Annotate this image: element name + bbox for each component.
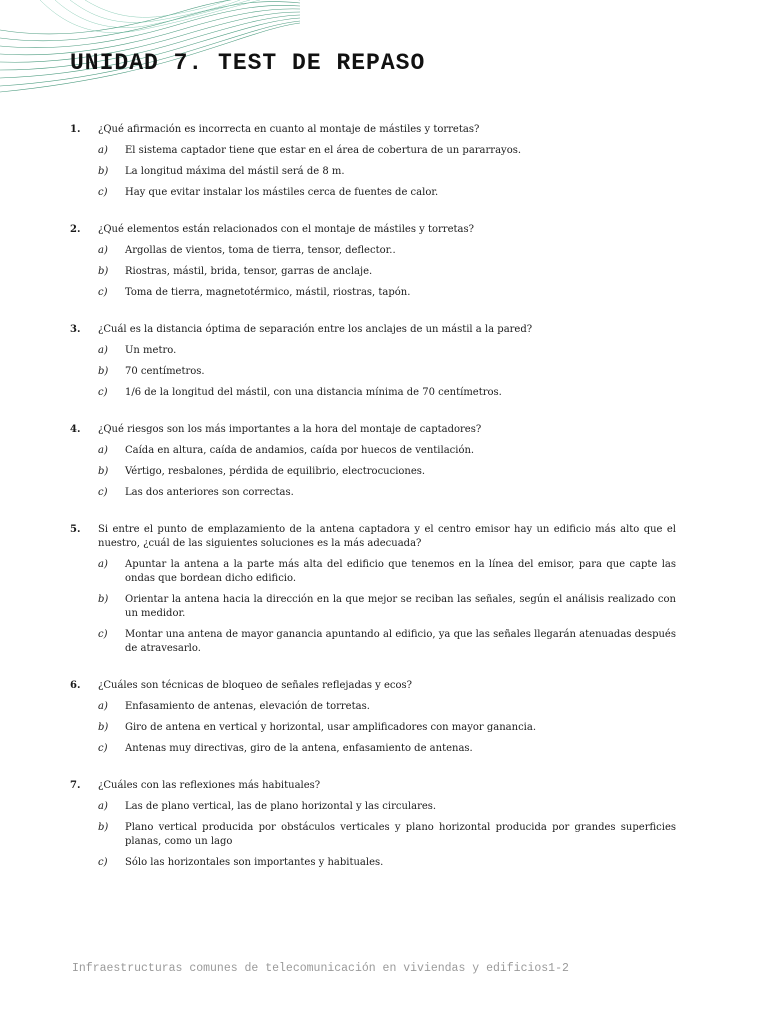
question xyxy=(70,123,676,200)
option-text: Vértigo, resbalones, pérdida de equilibrio, electrocuciones. xyxy=(125,466,426,477)
question xyxy=(70,323,676,400)
option-letter: a) xyxy=(98,445,108,456)
question-line xyxy=(70,779,676,793)
option-letter: b) xyxy=(98,722,109,733)
option-letter: b) xyxy=(98,822,109,833)
option-letter: a) xyxy=(98,701,108,712)
page-footer: Infraestructuras comunes de telecomunicación en viviendas y edificios1-2 xyxy=(72,962,569,975)
option-text: Hay que evitar instalar los mástiles cerca de fuentes de calor. xyxy=(125,187,439,198)
question-text: ¿Qué riesgos son los más importantes a la hora del montaje de captadores? xyxy=(98,424,482,435)
option-text: Sólo las horizontales son importantes y habituales. xyxy=(125,857,384,868)
question-text: ¿Cuáles son técnicas de bloqueo de señales reflejadas y ecos? xyxy=(98,680,412,691)
option-item xyxy=(70,628,676,656)
option-text: Toma de tierra, magnetotérmico, mástil, riostras, tapón. xyxy=(125,287,411,298)
question-list xyxy=(70,123,676,893)
option-item xyxy=(70,856,676,870)
option-text: Un metro. xyxy=(125,345,177,356)
option-list xyxy=(70,144,676,200)
option-letter: b) xyxy=(98,594,109,605)
question-line xyxy=(70,679,676,693)
question xyxy=(70,523,676,656)
option-item xyxy=(70,593,676,621)
option-text: 70 centímetros. xyxy=(125,366,205,377)
option-item xyxy=(70,365,676,379)
option-item xyxy=(70,742,676,756)
option-text: Plano vertical producida por obstáculos verticales y plano horizontal producida por grandes superficies planas, como un lago xyxy=(125,822,676,847)
option-letter: c) xyxy=(98,187,108,198)
option-letter: b) xyxy=(98,166,109,177)
option-item xyxy=(70,486,676,500)
option-text: Antenas muy directivas, giro de la antena, enfasamiento de antenas. xyxy=(125,743,473,754)
question-number: 3. xyxy=(70,324,81,335)
question-line xyxy=(70,223,676,237)
option-letter: c) xyxy=(98,487,108,498)
option-text: Las dos anteriores son correctas. xyxy=(125,487,294,498)
option-letter: c) xyxy=(98,743,108,754)
option-list xyxy=(70,444,676,500)
option-text: 1/6 de la longitud del mástil, con una distancia mínima de 70 centímetros. xyxy=(125,387,502,398)
question xyxy=(70,779,676,870)
question-line xyxy=(70,423,676,437)
option-item xyxy=(70,721,676,735)
option-letter: c) xyxy=(98,387,108,398)
question-line xyxy=(70,323,676,337)
option-item xyxy=(70,444,676,458)
question-number: 2. xyxy=(70,224,81,235)
question-number: 1. xyxy=(70,124,81,135)
question-number: 5. xyxy=(70,524,81,535)
option-list xyxy=(70,244,676,300)
option-text: Giro de antena en vertical y horizontal, usar amplificadores con mayor ganancia. xyxy=(125,722,537,733)
option-list xyxy=(70,558,676,656)
option-item xyxy=(70,800,676,814)
option-letter: c) xyxy=(98,629,108,640)
option-letter: b) xyxy=(98,466,109,477)
option-letter: c) xyxy=(98,857,108,868)
option-item xyxy=(70,265,676,279)
question-text: ¿Cuáles con las reflexiones más habituales? xyxy=(98,780,321,791)
option-text: Caída en altura, caída de andamios, caída por huecos de ventilación. xyxy=(125,445,475,456)
option-letter: b) xyxy=(98,266,109,277)
option-list xyxy=(70,344,676,400)
question-number: 7. xyxy=(70,780,81,791)
question xyxy=(70,679,676,756)
option-letter: a) xyxy=(98,145,108,156)
option-list xyxy=(70,700,676,756)
option-text: Las de plano vertical, las de plano horizontal y las circulares. xyxy=(125,801,437,812)
option-text: La longitud máxima del mástil será de 8 m. xyxy=(125,166,345,177)
option-list xyxy=(70,800,676,870)
option-letter: a) xyxy=(98,345,108,356)
option-letter: c) xyxy=(98,287,108,298)
question-line xyxy=(70,523,676,551)
wave-decoration xyxy=(0,0,300,95)
option-text: Riostras, mástil, brida, tensor, garras de anclaje. xyxy=(125,266,373,277)
option-item xyxy=(70,244,676,258)
question-text: Si entre el punto de emplazamiento de la antena captadora y el centro emisor hay un edificio más alto que el nuestro, ¿cuál de las siguientes soluciones es la más adecuada? xyxy=(98,524,676,549)
option-text: Enfasamiento de antenas, elevación de torretas. xyxy=(125,701,370,712)
question-number: 4. xyxy=(70,424,81,435)
option-letter: a) xyxy=(98,245,108,256)
question-line xyxy=(70,123,676,137)
question-text: ¿Qué elementos están relacionados con el montaje de mástiles y torretas? xyxy=(98,224,474,235)
option-item xyxy=(70,386,676,400)
option-letter: a) xyxy=(98,559,108,570)
option-letter: a) xyxy=(98,801,108,812)
option-letter: b) xyxy=(98,366,109,377)
option-item xyxy=(70,821,676,849)
option-item xyxy=(70,465,676,479)
option-text: El sistema captador tiene que estar en el área de cobertura de un pararrayos. xyxy=(125,145,522,156)
question xyxy=(70,223,676,300)
question-text: ¿Qué afirmación es incorrecta en cuanto al montaje de mástiles y torretas? xyxy=(98,124,480,135)
option-item xyxy=(70,700,676,714)
option-text: Montar una antena de mayor ganancia apuntando al edificio, ya que las señales llegarán atenuadas después de atravesarlo. xyxy=(125,629,676,654)
option-item xyxy=(70,165,676,179)
option-item xyxy=(70,144,676,158)
option-item xyxy=(70,558,676,586)
option-item xyxy=(70,344,676,358)
page-title: UNIDAD 7. TEST DE REPASO xyxy=(70,50,426,76)
question-text: ¿Cuál es la distancia óptima de separación entre los anclajes de un mástil a la pared? xyxy=(98,324,533,335)
option-item xyxy=(70,286,676,300)
option-text: Apuntar la antena a la parte más alta del edificio que tenemos en la línea del emisor, para que capte las ondas que bordean dicho edificio. xyxy=(125,559,676,584)
option-item xyxy=(70,186,676,200)
question xyxy=(70,423,676,500)
option-text: Orientar la antena hacia la dirección en la que mejor se reciban las señales, según el análisis realizado con un medidor. xyxy=(125,594,676,619)
question-number: 6. xyxy=(70,680,81,691)
option-text: Argollas de vientos, toma de tierra, tensor, deflector.. xyxy=(125,245,396,256)
